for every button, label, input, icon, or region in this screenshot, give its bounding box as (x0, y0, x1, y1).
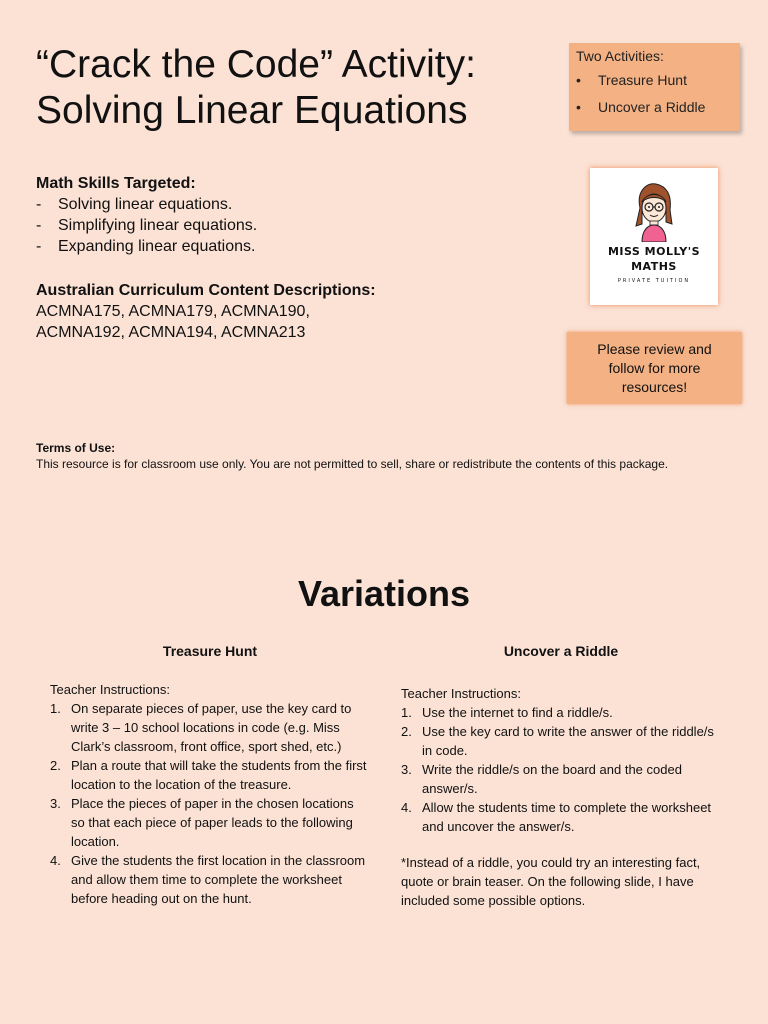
skill-item: - Expanding linear equations. (36, 238, 256, 255)
riddle-steps (401, 703, 721, 836)
treasure-hunt-column (50, 642, 370, 908)
teacher-avatar-icon (626, 180, 682, 242)
terms-heading: Terms of Use: (36, 441, 116, 455)
variations-heading: Variations (297, 573, 471, 614)
list-item: 1. On separate pieces of paper, use the key card to write 3 – 10 school locations in code (e.g. Miss Clark’s classroom, front office, sport shed, etc.) (50, 701, 352, 754)
activity-item (576, 71, 733, 89)
terms-text: This resource is for classroom use only. You are not permitted to sell, share or redistribute the contents of this package. (36, 457, 669, 471)
activities-list (576, 71, 733, 116)
skill-item: - Simplifying linear equations. (36, 217, 258, 234)
skill-item: - Solving linear equations. (36, 196, 233, 213)
review-follow-box: Please review and follow for more resources! (567, 332, 742, 404)
logo (590, 168, 718, 305)
riddle-note: *Instead of a riddle, you could try an interesting fact, quote or brain teaser. On the following slide, I have included some possible options. (401, 855, 701, 908)
title-line-2: Solving Linear Equations (36, 89, 468, 132)
skills-list (36, 194, 536, 257)
list-item: 2. Plan a route that will take the students from the first location to the location of the treasure. (50, 758, 367, 792)
curriculum-section (36, 280, 536, 343)
curriculum-heading: Australian Curriculum Content Descriptions: (36, 282, 376, 299)
treasure-hunt-title: Treasure Hunt (162, 643, 258, 659)
skills-heading: Math Skills Targeted: (36, 175, 196, 192)
activity-label: Treasure Hunt (598, 72, 687, 88)
riddle-column (401, 642, 721, 910)
riddle-intro: Teacher Instructions: (401, 686, 521, 701)
list-item: 1. Use the internet to find a riddle/s. (401, 705, 613, 720)
list-item: 2. Use the key card to write the answer of the riddle/s in code. (401, 724, 714, 758)
dash-marker: - (36, 238, 42, 255)
activity-label: Uncover a Riddle (598, 99, 706, 115)
activities-box (569, 43, 740, 131)
page-title (36, 42, 556, 134)
activity-item (576, 98, 733, 116)
activities-box-title: Two Activities: (576, 48, 664, 64)
logo-name: MISS MOLLY'S MATHS (607, 245, 701, 273)
curriculum-codes-line-2: ACMNA192, ACMNA194, ACMNA213 (36, 324, 306, 341)
dash-marker: - (36, 217, 42, 234)
list-item: 3. Place the pieces of paper in the chosen locations so that each piece of paper leads to the following location. (50, 796, 354, 849)
curriculum-codes-line-1: ACMNA175, ACMNA179, ACMNA190, (36, 303, 310, 320)
bullet-icon: • (576, 99, 581, 115)
riddle-title: Uncover a Riddle (503, 643, 619, 659)
treasure-hunt-intro: Teacher Instructions: (50, 682, 170, 697)
skills-section (36, 173, 536, 257)
terms-of-use (36, 440, 736, 472)
treasure-hunt-steps (50, 699, 370, 908)
list-item: 4. Give the students the first location in the classroom and allow them time to complete the worksheet before heading out on the hunt. (50, 853, 366, 906)
title-line-1: “Crack the Code” Activity: (36, 43, 476, 86)
logo-subtitle: PRIVATE TUITION (617, 278, 691, 284)
bullet-icon: • (576, 72, 581, 88)
list-item: 3. Write the riddle/s on the board and the coded answer/s. (401, 762, 682, 796)
dash-marker: - (36, 196, 42, 213)
list-item: 4. Allow the students time to complete the worksheet and uncover the answer/s. (401, 800, 712, 834)
